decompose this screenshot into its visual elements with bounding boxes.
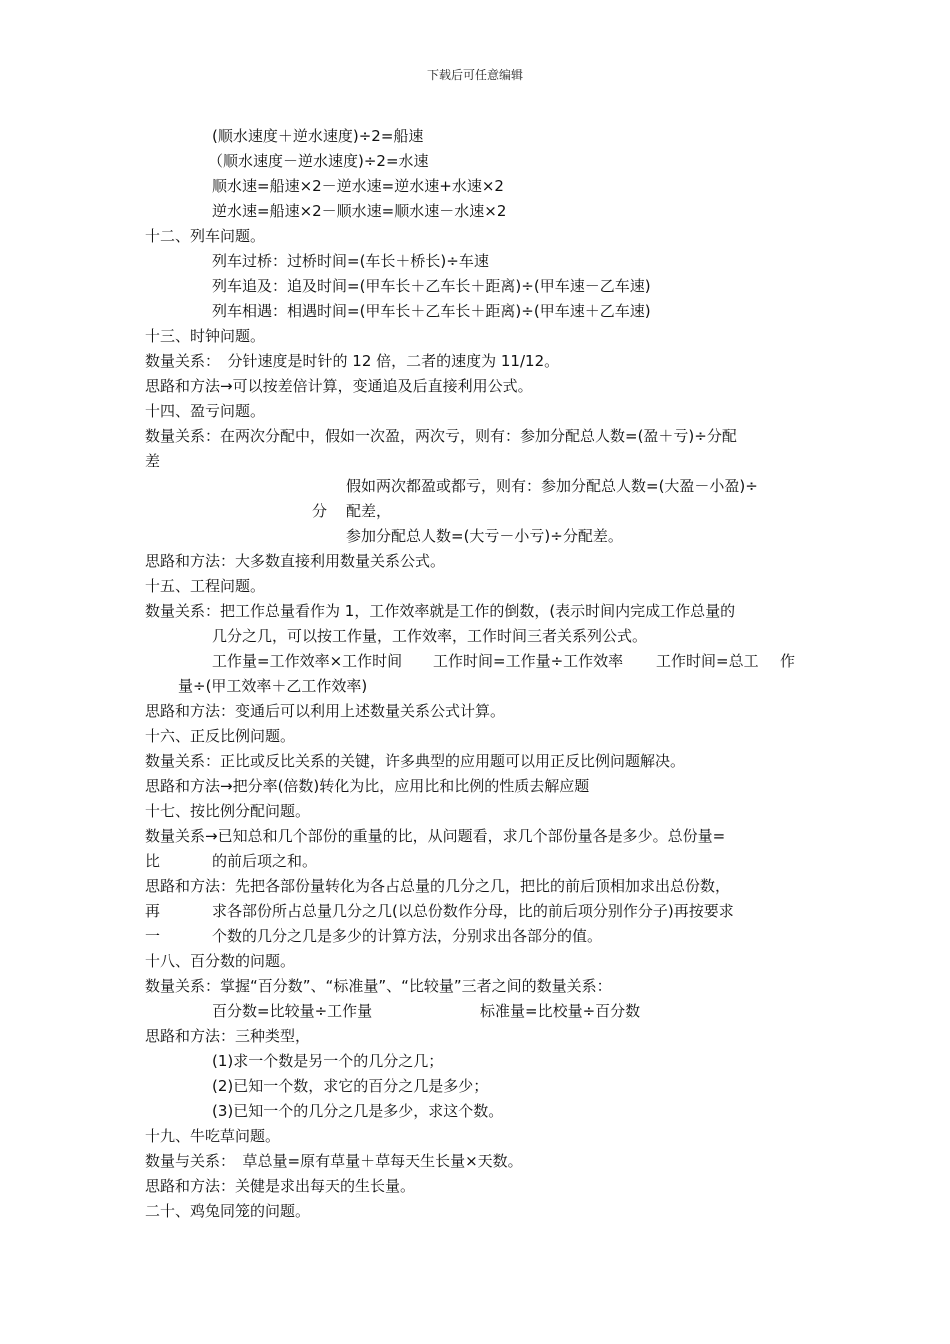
section-heading: 十六、正反比例问题。 — [145, 727, 296, 745]
paragraph-line: 思路和方法：先把各部份量转化为各占总量的几分之几，把比的前后顶相加求出总份数， — [145, 877, 731, 895]
page-header: 下载后可任意编辑 — [426, 68, 523, 82]
paragraph-line: 思路和方法：三种类型， — [145, 1027, 311, 1045]
formula-line: （顺水速度－逆水速度)÷2=水速 — [208, 152, 429, 170]
paragraph-line: 思路和方法→可以按差倍计算，变通追及后直接利用公式。 — [145, 377, 533, 395]
paragraph-fragment: 再 — [145, 902, 161, 920]
formula-line: 工作时间=总工 — [656, 652, 759, 670]
section-heading: 十七、按比例分配问题。 — [145, 802, 311, 820]
paragraph-line: 数量关系→已知总和几个部份的重量的比，从问题看，求几个部份量各是多少。总份量= — [145, 827, 726, 845]
formula-line: 列车过桥：过桥时间=(车长＋桥长)÷车速 — [212, 252, 489, 270]
formula-line: 工作时间=工作量÷工作效率 — [433, 652, 624, 670]
formula-line: 标准量=比校量÷百分数 — [480, 1002, 641, 1020]
paragraph-line: 数量关系：把工作总量看作为 1，工作效率就是工作的倒数，(表示时间内完成工作总量的 — [145, 602, 736, 620]
formula-line: 百分数=比较量÷工作量 — [212, 1002, 373, 1020]
paragraph-fragment: 一 — [145, 927, 161, 945]
paragraph-line: 参加分配总人数=(大亏－小亏)÷分配差。 — [346, 527, 623, 545]
formula-line: 列车追及：追及时间=(甲车长＋乙车长＋距离)÷(甲车速－乙车速) — [212, 277, 651, 295]
paragraph-line: 个数的几分之几是多少的计算方法，分别求出各部分的值。 — [212, 927, 603, 945]
paragraph-line: 数量关系：掌握“百分数”、“标准量”、“比较量”三者之间的数量关系： — [145, 977, 612, 995]
formula-fragment: 作 — [780, 652, 796, 670]
paragraph-line: 假如两次都盈或都亏，则有：参加分配总人数=(大盈－小盈)÷ — [346, 477, 758, 495]
formula-line: 量÷(甲工效率＋乙工作效率) — [178, 677, 368, 695]
formula-line: 顺水速=船速×2－逆水速=逆水速+水速×2 — [212, 177, 504, 195]
paragraph-line: 几分之几，可以按工作量，工作效率，工作时间三者关系列公式。 — [212, 627, 648, 645]
list-item: (2)已知一个数，求它的百分之几是多少； — [212, 1077, 489, 1095]
formula-line: 工作量=工作效率×工作时间 — [212, 652, 403, 670]
paragraph-line: 配差， — [346, 502, 392, 520]
paragraph-fragment: 分 — [312, 502, 328, 520]
paragraph-line: 求各部份所占总量几分之几(以总份数作分母，比的前后项分别作分子)再按要求 — [212, 902, 734, 920]
paragraph-line: 数量关系：在两次分配中，假如一次盈，两次亏，则有：参加分配总人数=(盈＋亏)÷分配 — [145, 427, 737, 445]
list-item: (3)已知一个的几分之几是多少，求这个数。 — [212, 1102, 504, 1120]
section-heading: 十二、列车问题。 — [145, 227, 266, 245]
paragraph-line: 思路和方法→把分率(倍数)转化为比，应用比和比例的性质去解应题 — [145, 777, 590, 795]
section-heading: 十三、时钟问题。 — [145, 327, 266, 345]
paragraph-line: 思路和方法：大多数直接利用数量关系公式。 — [145, 552, 446, 570]
paragraph-fragment: 比 — [145, 852, 161, 870]
section-heading: 二十、鸡兔同笼的问题。 — [145, 1202, 311, 1220]
paragraph-line: 数量关系： 分针速度是时针的 12 倍，二者的速度为 11/12。 — [145, 352, 560, 370]
paragraph-line: 差 — [145, 452, 161, 470]
list-item: (1)求一个数是另一个的几分之几； — [212, 1052, 444, 1070]
formula-line: 逆水速=船速×2－顺水速=顺水速－水速×2 — [212, 202, 507, 220]
section-heading: 十五、工程问题。 — [145, 577, 266, 595]
paragraph-line: 思路和方法：关健是求出每天的生长量。 — [145, 1177, 416, 1195]
section-heading: 十九、牛吃草问题。 — [145, 1127, 281, 1145]
paragraph-line: 数量关系：正比或反比关系的关键，许多典型的应用题可以用正反比例问题解决。 — [145, 752, 686, 770]
paragraph-line: 思路和方法：变通后可以利用上述数量关系公式计算。 — [145, 702, 506, 720]
section-heading: 十四、盈亏问题。 — [145, 402, 266, 420]
paragraph-line: 的前后项之和。 — [212, 852, 318, 870]
formula-line: 列车相遇：相遇时间=(甲车长＋乙车长＋距离)÷(甲车速＋乙车速) — [212, 302, 651, 320]
section-heading: 十八、百分数的问题。 — [145, 952, 296, 970]
formula-line: (顺水速度＋逆水速度)÷2=船速 — [212, 127, 424, 145]
paragraph-line: 数量与关系： 草总量=原有草量＋草每天生长量×天数。 — [145, 1152, 523, 1170]
